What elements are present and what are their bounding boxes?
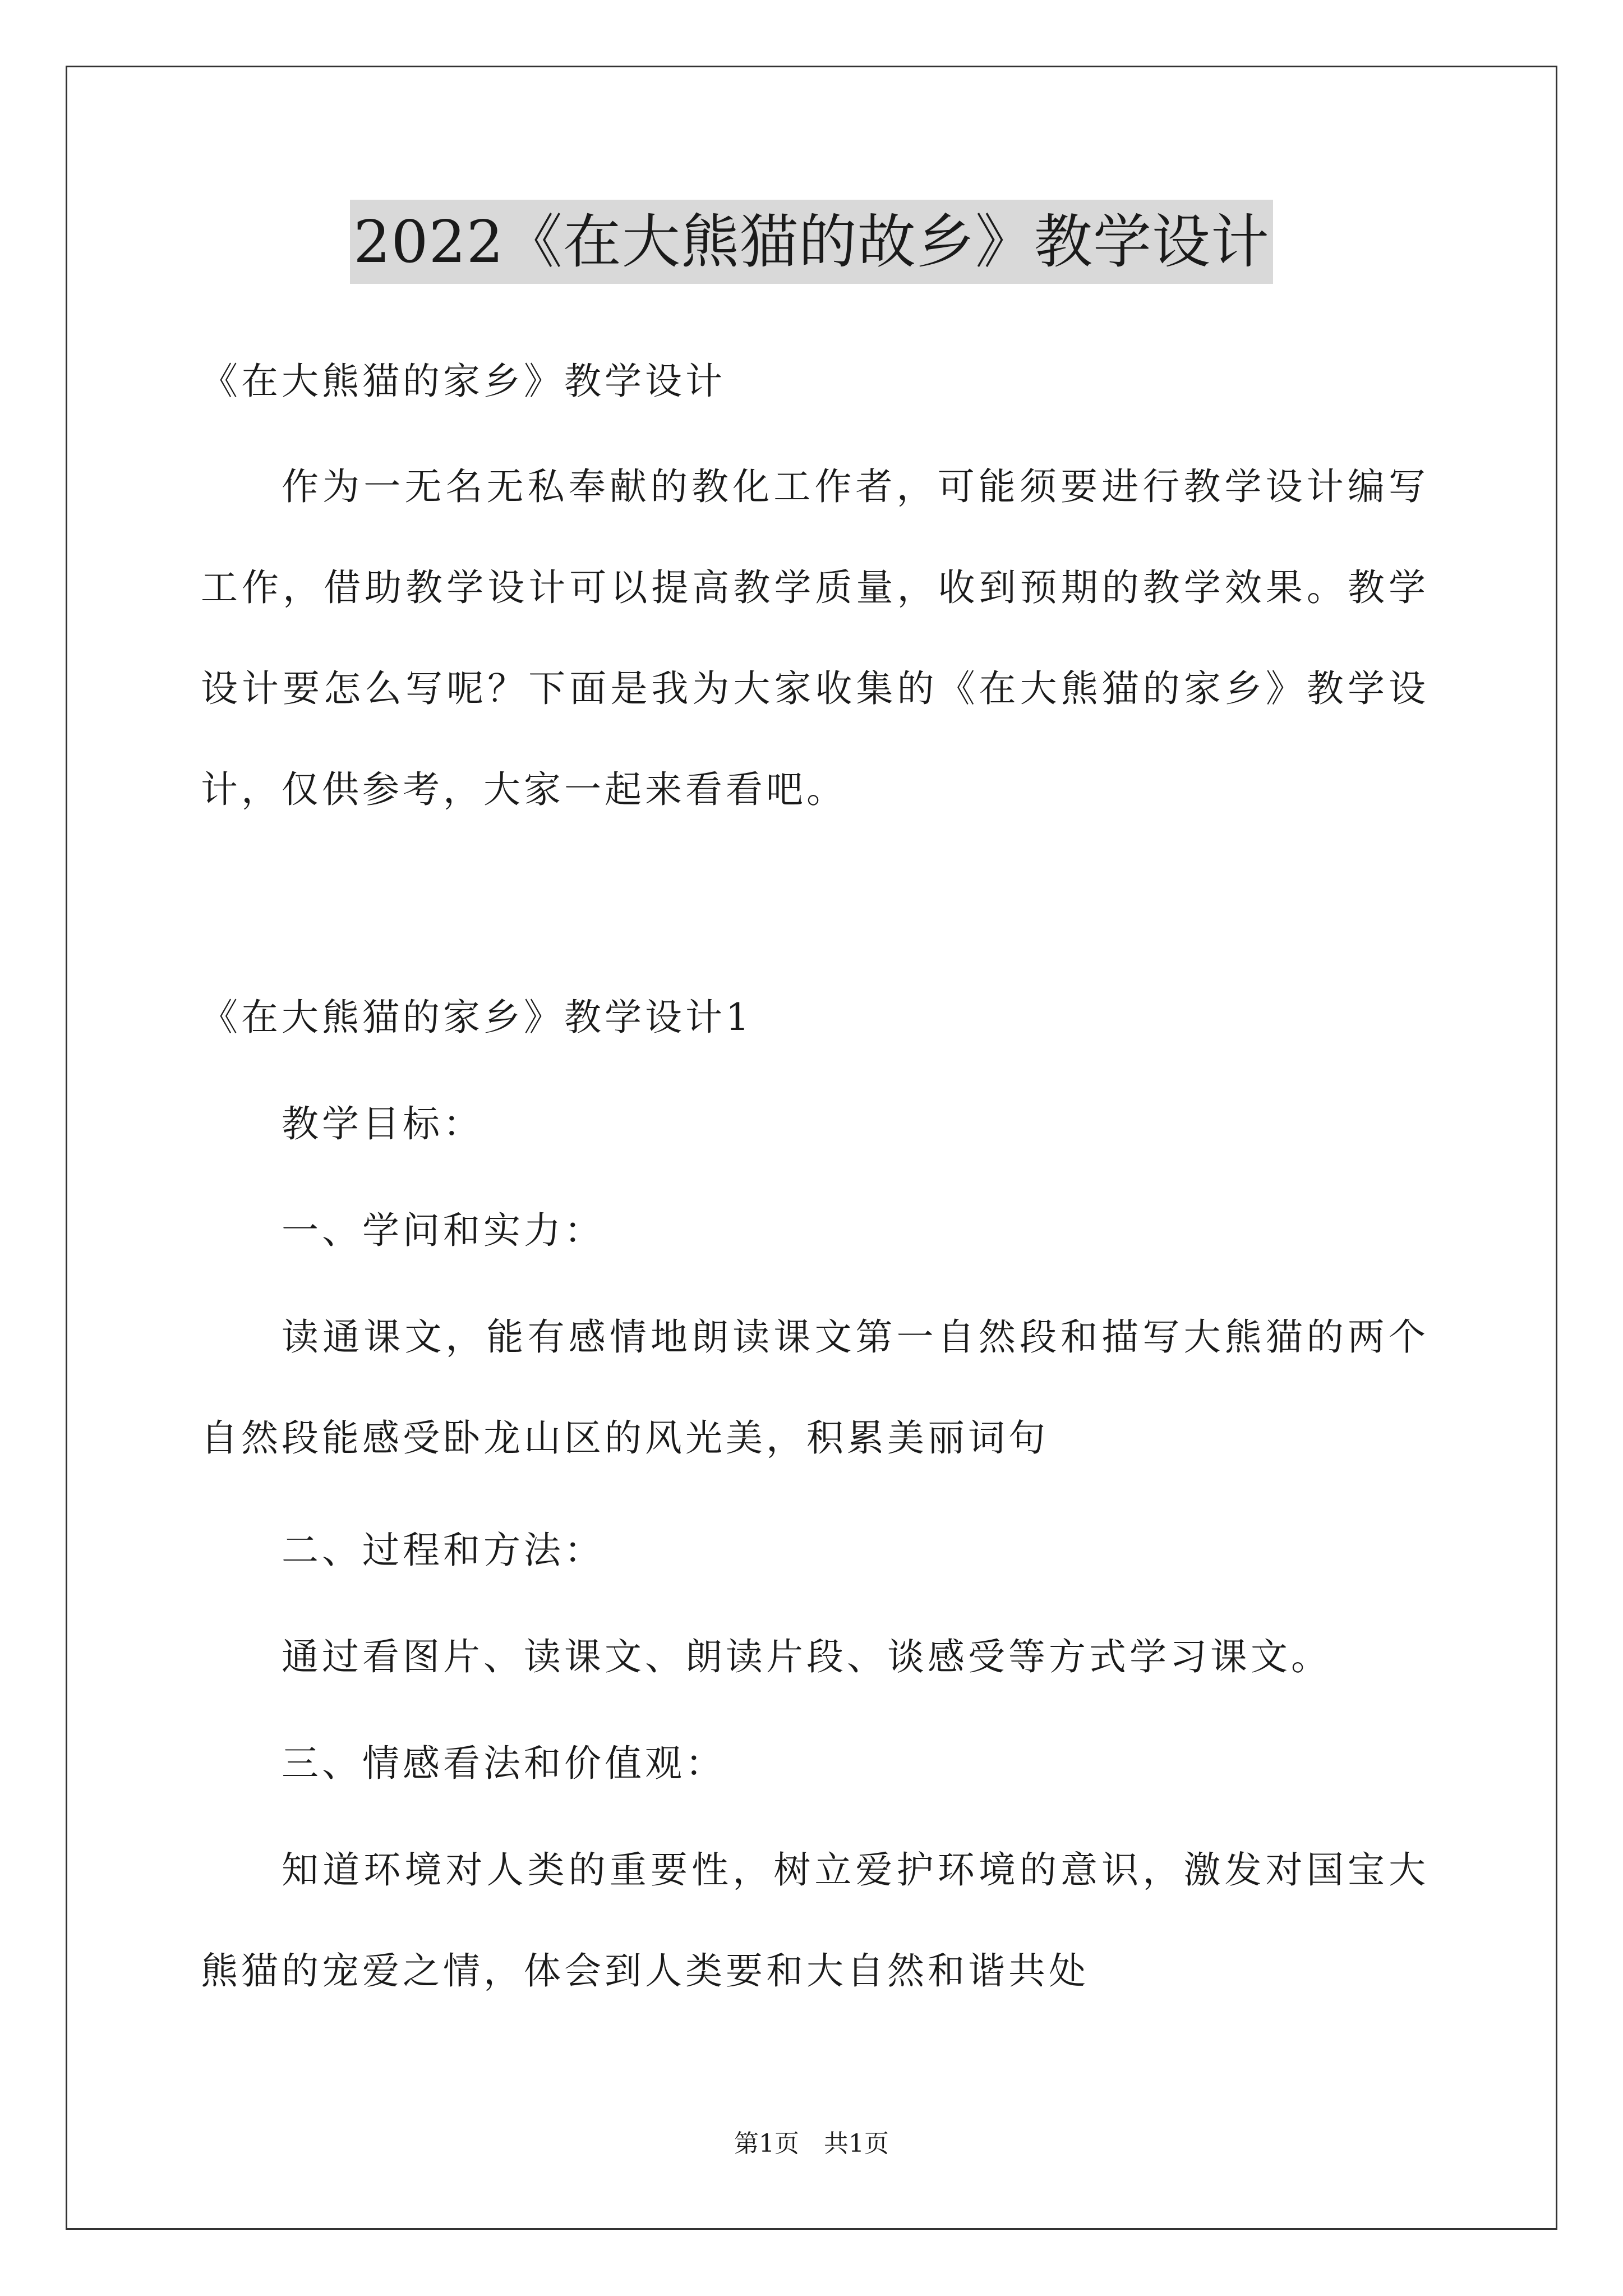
section-heading: 《在大熊猫的家乡》教学设计1 <box>201 996 753 1039</box>
goal2-text: 通过看图片、读课文、朗读片段、谈感受等方式学习课文。 <box>282 1635 1331 1678</box>
goal1-text: 读通课文，能有感情地朗读课文第一自然段和描写大熊猫的两个自然段能感受卧龙山区的风光美，积累美丽词句 <box>201 1315 1429 1460</box>
intro-paragraph: 作为一无名无私奉献的教化工作者，可能须要进行教学设计编写工作，借助教学设计可以提高教学质量，收到预期的教学效果。教学设计要怎么写呢？下面是我为大家收集的《在大熊猫的家乡》教学设计，仅供参考，大家一起来看看吧。 <box>201 465 1429 811</box>
title-container <box>0 200 1623 284</box>
document-subtitle: 《在大熊猫的家乡》教学设计 <box>201 360 726 403</box>
goal3-text: 知道环境对人类的重要性，树立爱护环境的意识，激发对国宝大熊猫的宠爱之情，体会到人类要和大自然和谐共处 <box>201 1848 1429 1993</box>
page-footer: 第1页 共1页 <box>734 2129 889 2158</box>
goal1-heading: 一、学问和实力： <box>282 1209 605 1252</box>
goal2-heading: 二、过程和方法： <box>282 1529 605 1572</box>
document-title: 2022《在大熊猫的故乡》教学设计 <box>350 200 1273 284</box>
goals-label: 教学目标： <box>282 1102 483 1145</box>
goal3-heading: 三、情感看法和价值观： <box>282 1742 726 1785</box>
